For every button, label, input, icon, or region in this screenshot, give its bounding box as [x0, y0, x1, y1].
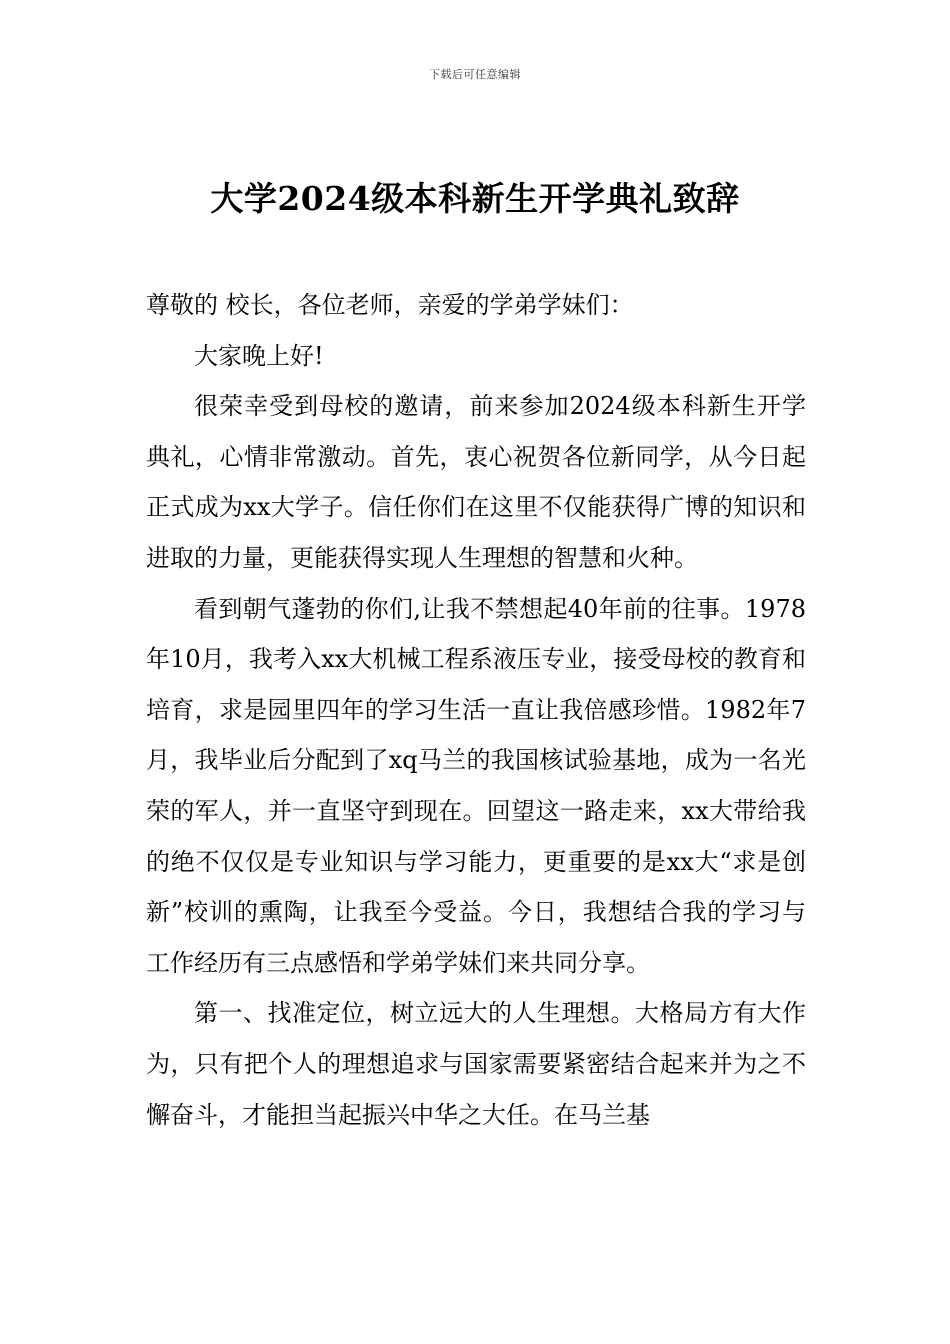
greeting-paragraph: 大家晚上好!	[194, 341, 324, 370]
header-note: 下载后可任意编辑	[429, 68, 521, 81]
body-paragraph-1: 很荣幸受到母校的邀请，前来参加2024级本科新生开学典礼，心情非常激动。首先，衷心祝贺各位新同学，从今日起正式成为xx大学子。信任你们在这里不仅能获得广博的知识和进取的力量，更能获得实现人生理想的智慧和火种。	[146, 392, 806, 572]
document-title: 大学2024级本科新生开学典礼致辞	[210, 179, 740, 218]
salutation-paragraph: 尊敬的 校长，各位老师，亲爱的学弟学妹们：	[146, 291, 634, 319]
document-body	[146, 280, 806, 1140]
body-paragraph-3: 第一、找准定位，树立远大的人生理想。大格局方有大作为，只有把个人的理想追求与国家需要紧密结合起来并为之不懈奋斗，才能担当起振兴中华之大任。在马兰基	[146, 999, 806, 1129]
body-paragraph-2: 看到朝气蓬勃的你们,让我不禁想起40年前的往事。1978年10月，我考入xx大机械工程系液压专业，接受母校的教育和培育，求是园里四年的学习生活一直让我倍感珍惜。1982年7月，我毕业后分配到了xq马兰的我国核试验基地，成为一名光荣的军人，并一直坚守到现在。回望这一路走来，xx大带给我的绝不仅仅是专业知识与学习能力，更重要的是xx大“求是创新”校训的熏陶，让我至今受益。今日，我想结合我的学习与工作经历有三点感悟和学弟学妹们来共同分享。	[146, 594, 806, 977]
